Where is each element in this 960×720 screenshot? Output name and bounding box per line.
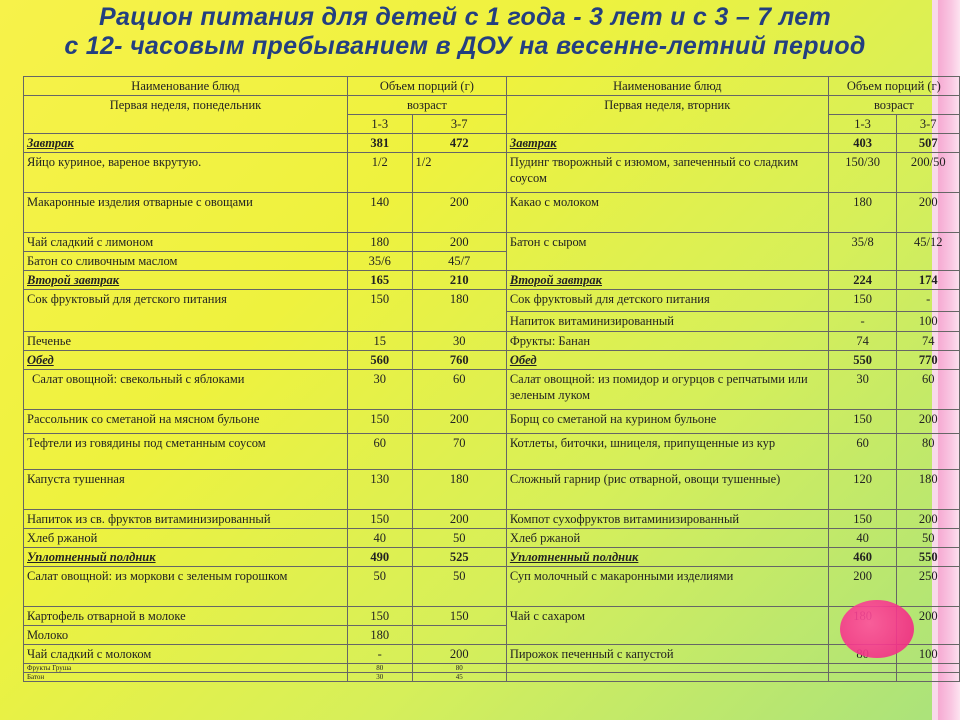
dish-name-right: Фрукты: Банан — [506, 332, 828, 351]
portion-37-left: 200 — [412, 233, 506, 252]
portion-13-right — [828, 664, 897, 673]
col-header-name-left: Наименование блюд — [24, 77, 348, 96]
portion-37-left: 1/2 — [412, 153, 506, 193]
portion-13-left: 165 — [347, 271, 412, 290]
portion-13-right: 200 — [828, 567, 897, 607]
dish-name-right: Суп молочный с макаронными изделиями — [506, 567, 828, 607]
col-header-portion-right: Объем порций (г) — [828, 77, 959, 96]
dish-name-left: Батон — [24, 673, 348, 682]
table-row — [24, 470, 960, 510]
portion-13-right: - — [828, 312, 897, 332]
table-row — [24, 233, 960, 252]
dish-name-right: Борщ со сметаной на курином бульоне — [506, 410, 828, 434]
meal-name-right: Уплотненный полдник — [506, 548, 828, 567]
meal-row — [24, 548, 960, 567]
portion-37-left: 210 — [412, 271, 506, 290]
table-row — [24, 529, 960, 548]
dish-name-left: Фрукты Груша — [24, 664, 348, 673]
portion-37-left: 60 — [412, 370, 506, 410]
portion-13-left: 150 — [347, 510, 412, 529]
age-left-label: возраст — [347, 96, 506, 115]
portion-37-right: 100 — [897, 312, 960, 332]
portion-37-right: 45/12 — [897, 233, 960, 271]
dish-name-right — [506, 664, 828, 673]
portion-13-left: 40 — [347, 529, 412, 548]
portion-13-right: 120 — [828, 470, 897, 510]
age-right-label: возраст — [828, 96, 959, 115]
portion-13-right: 150 — [828, 410, 897, 434]
portion-13-left: 150 — [347, 607, 412, 626]
portion-13-right: 40 — [828, 529, 897, 548]
portion-37-right: 550 — [897, 548, 960, 567]
portion-13-left: - — [347, 645, 412, 664]
portion-13-right: 460 — [828, 548, 897, 567]
meal-row — [24, 271, 960, 290]
dish-name-left: Салат овощной: из моркови с зеленым горошком — [24, 567, 348, 607]
col-header-portion-left: Объем порций (г) — [347, 77, 506, 96]
portion-37-right: 200 — [897, 607, 960, 645]
meal-name-left: Обед — [24, 351, 348, 370]
age-13-left: 1-3 — [347, 115, 412, 134]
meal-row — [24, 134, 960, 153]
portion-37-right: 250 — [897, 567, 960, 607]
portion-37-left — [412, 626, 506, 645]
portion-37-right: 180 — [897, 470, 960, 510]
meal-row — [24, 351, 960, 370]
portion-37-right: 60 — [897, 370, 960, 410]
portion-13-left: 180 — [347, 233, 412, 252]
portion-37-left: 180 — [412, 470, 506, 510]
portion-37-right: 770 — [897, 351, 960, 370]
title-line-1: Рацион питания для детей с 1 года - 3 лет и с 3 – 7 лет — [99, 3, 831, 31]
portion-37-left: 200 — [412, 645, 506, 664]
meal-name-left: Завтрак — [24, 134, 348, 153]
dish-name-left: Картофель отварной в молоке — [24, 607, 348, 626]
dish-name-left: Макаронные изделия отварные с овощами — [24, 193, 348, 233]
week-right-label: Первая неделя, вторник — [506, 96, 828, 134]
portion-13-right: 550 — [828, 351, 897, 370]
portion-37-left: 70 — [412, 434, 506, 470]
portion-37-left: 472 — [412, 134, 506, 153]
table-row — [24, 290, 960, 312]
portion-13-right: 150 — [828, 290, 897, 312]
portion-37-right: 74 — [897, 332, 960, 351]
dish-name-right: Напиток витаминизированный — [506, 312, 828, 332]
portion-13-left: 140 — [347, 193, 412, 233]
portion-13-left: 80 — [347, 664, 412, 673]
portion-37-left: 45/7 — [412, 252, 506, 271]
dish-name-left: Салат овощной: свекольный с яблоками — [24, 370, 348, 410]
dish-name-right — [506, 673, 828, 682]
portion-37-right: 200 — [897, 193, 960, 233]
table-row — [24, 673, 960, 682]
portion-37-left: 50 — [412, 567, 506, 607]
portion-37-right: - — [897, 290, 960, 312]
portion-13-left: 50 — [347, 567, 412, 607]
portion-13-left: 560 — [347, 351, 412, 370]
portion-13-right: 403 — [828, 134, 897, 153]
meal-name-left: Уплотненный полдник — [24, 548, 348, 567]
dish-name-left: Молоко — [24, 626, 348, 645]
portion-13-right — [828, 673, 897, 682]
portion-37-right: 50 — [897, 529, 960, 548]
dish-name-left: Напиток из св. фруктов витаминизированный — [24, 510, 348, 529]
meal-name-right: Второй завтрак — [506, 271, 828, 290]
portion-13-left: 150 — [347, 290, 412, 332]
title-line-2: с 12- часовым пребыванием в ДОУ на весенне-летний период — [64, 32, 866, 60]
portion-13-left: 381 — [347, 134, 412, 153]
portion-37-left: 180 — [412, 290, 506, 332]
dish-name-left: Тефтели из говядины под сметанным соусом — [24, 434, 348, 470]
dish-name-left: Чай сладкий с молоком — [24, 645, 348, 664]
portion-13-left: 30 — [347, 370, 412, 410]
table-row — [24, 645, 960, 664]
dish-name-right: Пудинг творожный с изюмом, запеченный со сладким соусом — [506, 153, 828, 193]
portion-13-right: 30 — [828, 370, 897, 410]
portion-13-right: 150/30 — [828, 153, 897, 193]
decorative-pink-circle — [840, 600, 914, 658]
portion-13-left: 490 — [347, 548, 412, 567]
dish-name-left: Печенье — [24, 332, 348, 351]
portion-13-left: 60 — [347, 434, 412, 470]
age-37-right: 3-7 — [897, 115, 960, 134]
meal-name-left: Второй завтрак — [24, 271, 348, 290]
dish-name-right: Котлеты, биточки, шницеля, припущенные из кур — [506, 434, 828, 470]
portion-37-left: 150 — [412, 607, 506, 626]
table-row — [24, 664, 960, 673]
table-row — [24, 193, 960, 233]
meal-name-right: Завтрак — [506, 134, 828, 153]
portion-13-left: 180 — [347, 626, 412, 645]
meal-name-right: Обед — [506, 351, 828, 370]
age-13-right: 1-3 — [828, 115, 897, 134]
dish-name-right: Компот сухофруктов витаминизированный — [506, 510, 828, 529]
week-left-label: Первая неделя, понедельник — [24, 96, 348, 134]
portion-13-left: 130 — [347, 470, 412, 510]
portion-37-right: 200 — [897, 510, 960, 529]
portion-13-left: 1/2 — [347, 153, 412, 193]
col-header-name-right: Наименование блюд — [506, 77, 828, 96]
portion-37-left: 50 — [412, 529, 506, 548]
age-37-left: 3-7 — [412, 115, 506, 134]
portion-37-left: 45 — [412, 673, 506, 682]
dish-name-left: Яйцо куриное, вареное вкрутую. — [24, 153, 348, 193]
portion-37-right: 507 — [897, 134, 960, 153]
portion-13-right: 74 — [828, 332, 897, 351]
portion-37-right: 200/50 — [897, 153, 960, 193]
dish-name-left: Хлеб ржаной — [24, 529, 348, 548]
dish-name-left: Капуста тушенная — [24, 470, 348, 510]
portion-37-left: 200 — [412, 510, 506, 529]
table-row — [24, 567, 960, 607]
table-row — [24, 332, 960, 351]
portion-37-left: 525 — [412, 548, 506, 567]
dish-name-right: Сок фруктовый для детского питания — [506, 290, 828, 312]
portion-13-right: 180 — [828, 193, 897, 233]
portion-13-left: 150 — [347, 410, 412, 434]
dish-name-right: Какао с молоком — [506, 193, 828, 233]
portion-37-left: 30 — [412, 332, 506, 351]
portion-37-right: 80 — [897, 434, 960, 470]
table-row — [24, 410, 960, 434]
dish-name-right: Сложный гарнир (рис отварной, овощи тушенные) — [506, 470, 828, 510]
portion-37-right — [897, 673, 960, 682]
dish-name-right: Хлеб ржаной — [506, 529, 828, 548]
dish-name-left: Сок фруктовый для детского питания — [24, 290, 348, 332]
portion-37-left: 80 — [412, 664, 506, 673]
portion-13-left: 15 — [347, 332, 412, 351]
dish-name-left: Батон со сливочным маслом — [24, 252, 348, 271]
menu-table — [23, 76, 960, 682]
portion-13-left: 35/6 — [347, 252, 412, 271]
week-row — [24, 96, 960, 115]
portion-37-left: 200 — [412, 410, 506, 434]
table-row — [24, 370, 960, 410]
dish-name-right: Пирожок печенный с капустой — [506, 645, 828, 664]
portion-37-left: 760 — [412, 351, 506, 370]
dish-name-right: Батон с сыром — [506, 233, 828, 271]
portion-37-right: 174 — [897, 271, 960, 290]
portion-13-right: 35/8 — [828, 233, 897, 271]
table-row — [24, 607, 960, 626]
table-row — [24, 153, 960, 193]
dish-name-left: Рассольник со сметаной на мясном бульоне — [24, 410, 348, 434]
portion-13-right: 150 — [828, 510, 897, 529]
header-row — [24, 77, 960, 96]
table-row — [24, 434, 960, 470]
portion-37-right — [897, 664, 960, 673]
portion-13-left: 30 — [347, 673, 412, 682]
portion-37-left: 200 — [412, 193, 506, 233]
portion-13-right: 224 — [828, 271, 897, 290]
portion-13-right: 60 — [828, 434, 897, 470]
portion-37-right: 100 — [897, 645, 960, 664]
portion-37-right: 200 — [897, 410, 960, 434]
dish-name-right: Салат овощной: из помидор и огурцов с репчатыми или зеленым луком — [506, 370, 828, 410]
table-row — [24, 510, 960, 529]
dish-name-left: Чай сладкий с лимоном — [24, 233, 348, 252]
dish-name-right: Чай с сахаром — [506, 607, 828, 645]
